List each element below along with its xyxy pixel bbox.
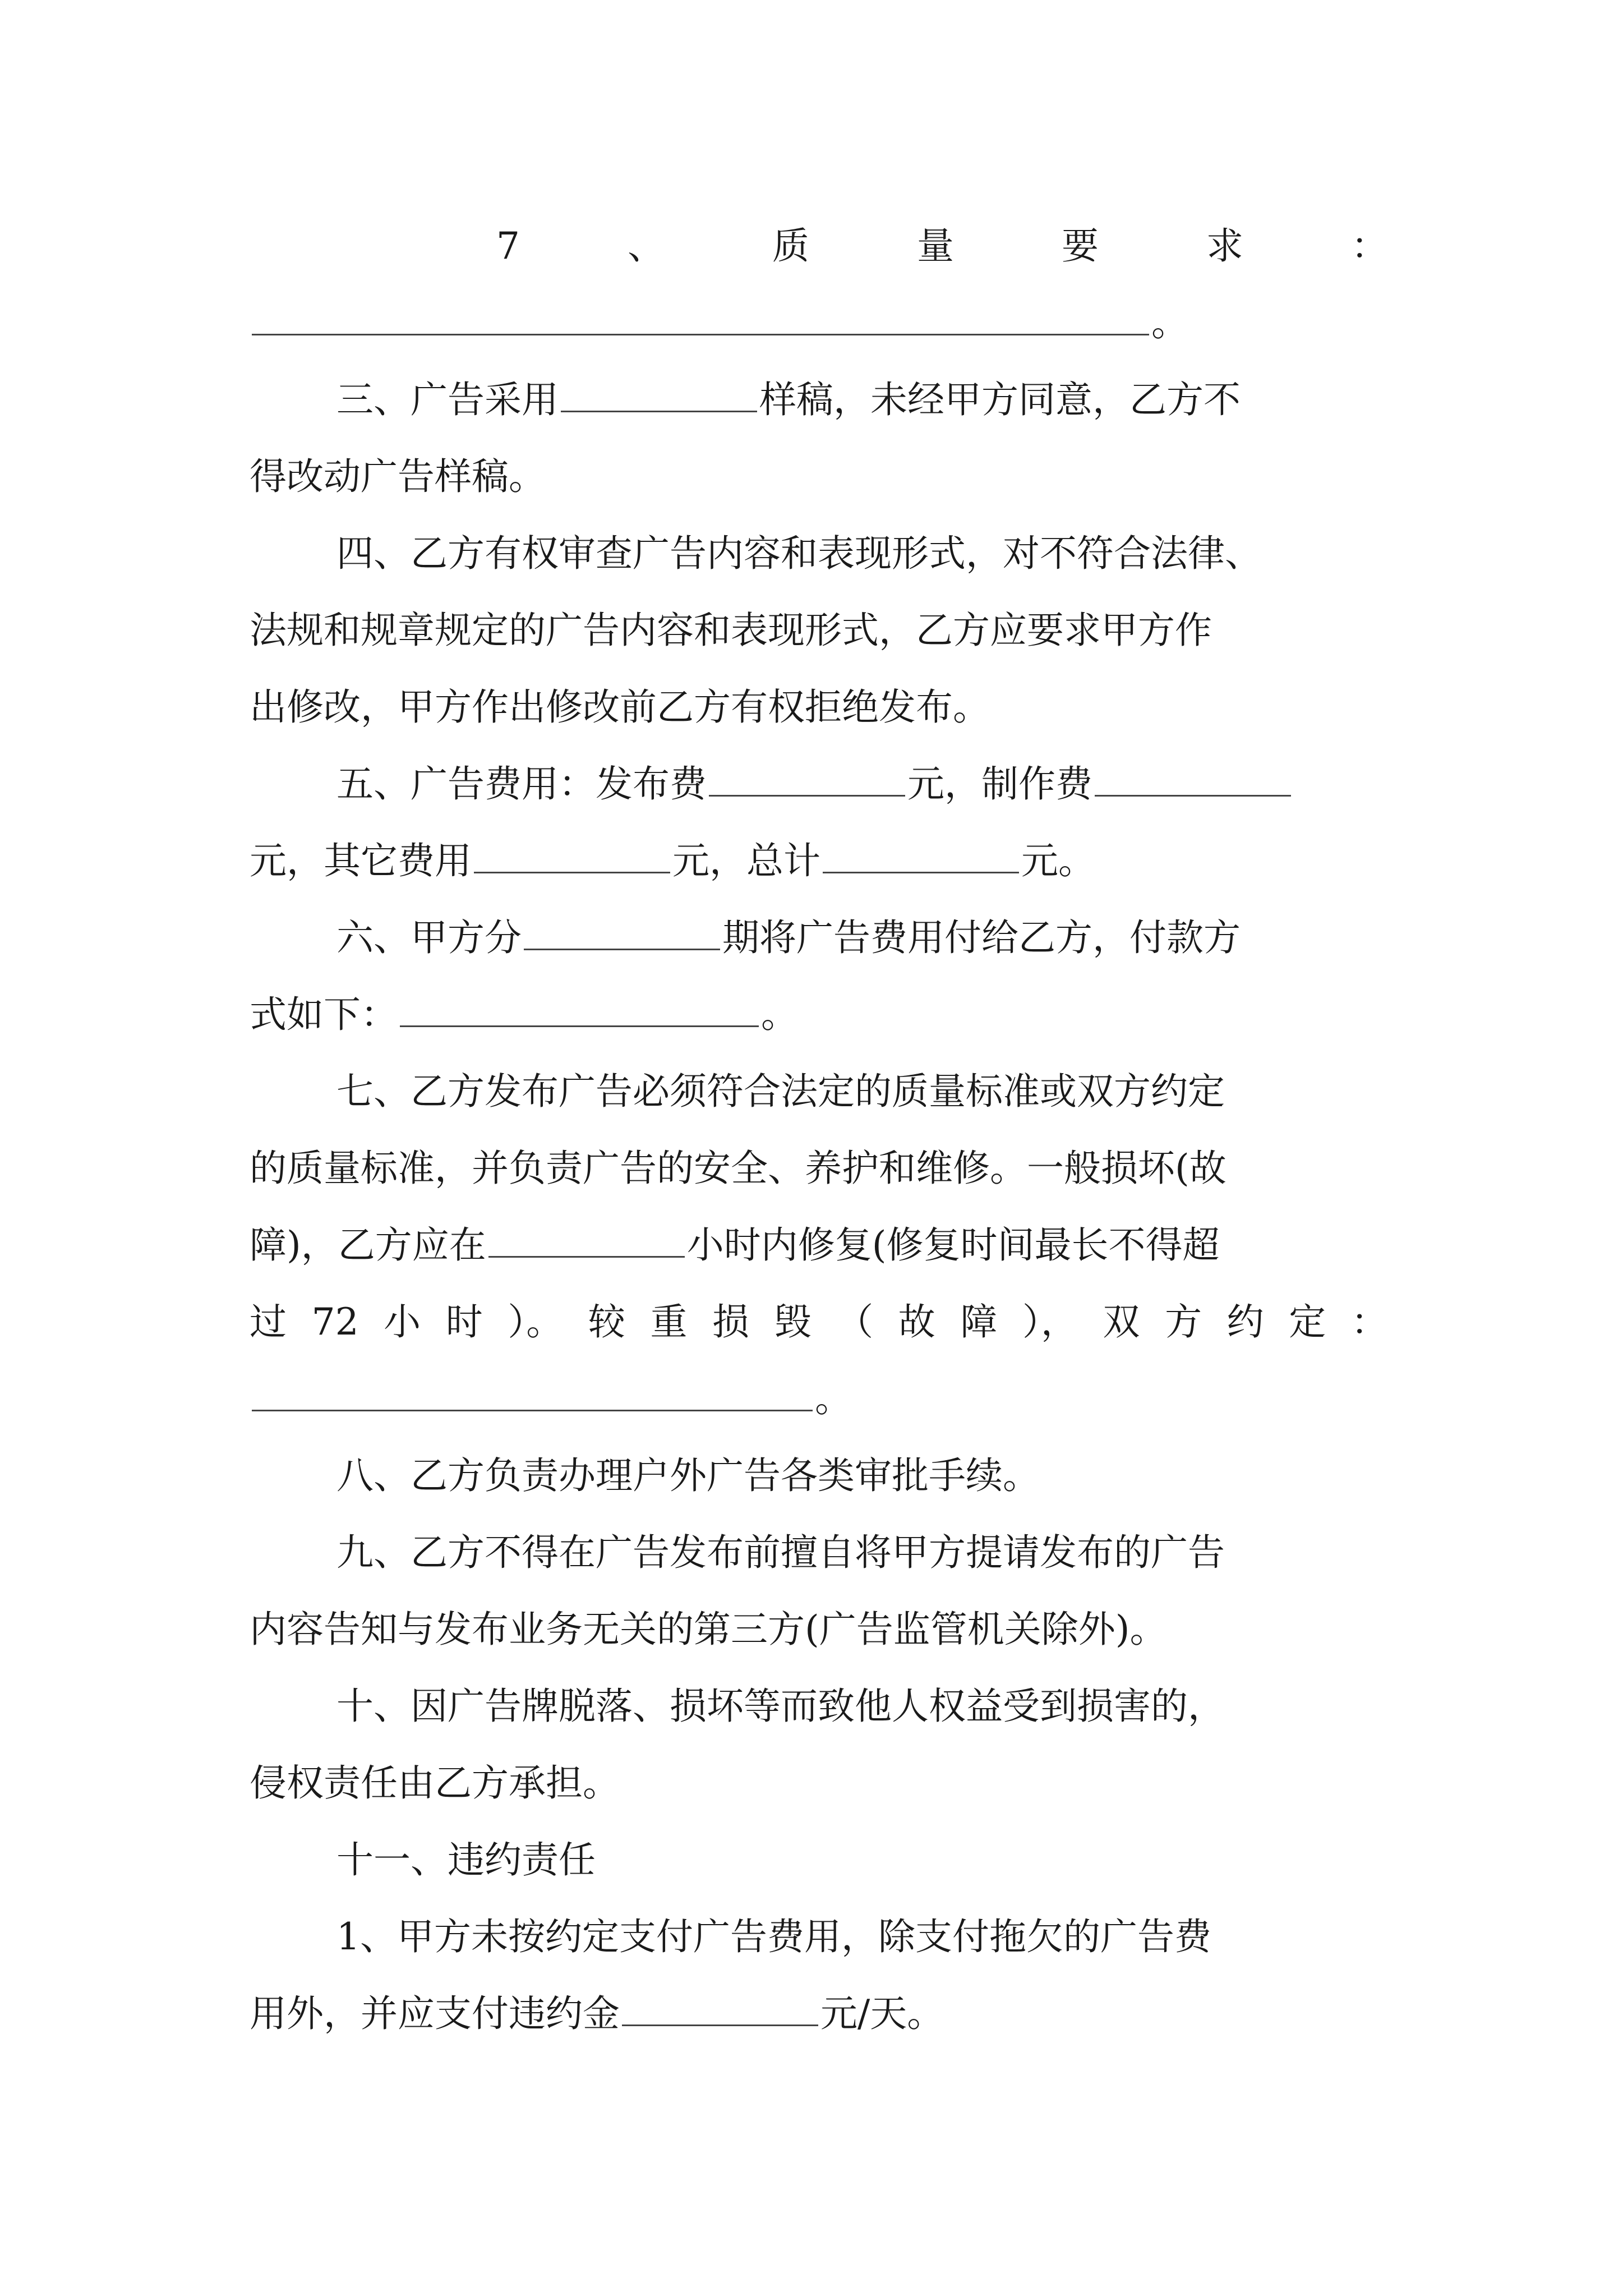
clause-text: 障)，乙方应在 [250,1223,486,1267]
fill-blank [252,1382,813,1411]
clause-10-line-1 [250,1668,1388,1745]
clause-4-line-1 [250,515,1388,592]
clause-char: 方 [1165,1300,1202,1343]
clause-char: 过 [250,1300,287,1343]
clause-9-line-1 [250,1514,1388,1591]
clause-text: 样稿，未经甲方同意，乙方不 [759,378,1241,421]
fill-blank [561,383,757,412]
clause-7-line-1 [250,1053,1388,1130]
fill-blank [622,1996,818,2026]
clause-text: 十一、违约责任 [336,1838,596,1881]
clause-char: 损 [712,1300,750,1343]
clause-char: 毁 [774,1300,811,1343]
clause-7-line-4 [250,1283,1388,1360]
clause-text: 侵权责任由乙方承担。 [250,1761,620,1805]
clause-text: 九、乙方不得在广告发布前擅自将甲方提请发布的广告 [336,1531,1225,1574]
clause-text: 用外，并应支付违约金 [250,1992,620,2035]
clause-text: 式如下： [250,993,398,1036]
document-body [250,208,1388,2052]
clause-text: 出修改，甲方作出修改前乙方有权拒绝发布。 [250,685,990,729]
clause-text: 1、甲方未按约定支付广告费用，除支付拖欠的广告费 [336,1915,1211,1958]
heading-char: 量 [917,224,954,268]
clause-text: 三、广告采用 [336,378,559,421]
clause-6-line-1 [250,899,1388,976]
clause-text: 期将广告费用付给乙方，付款方 [722,916,1241,959]
clause-text: 六、甲方分 [336,916,522,959]
heading-char: 求 [1206,224,1243,268]
heading-char: 质 [772,224,809,268]
clause-3-line-1 [250,361,1388,438]
clause-text: 法规和规章规定的广告内容和表现形式，乙方应要求甲方作 [250,609,1212,652]
quality-requirement-blank-line [250,284,1388,361]
clause-text: 内容告知与发布业务无关的第三方(广告监管机关除外)。 [250,1608,1167,1651]
clause-10-line-2 [250,1745,1388,1821]
clause-char: ： [1350,1300,1388,1343]
clause-text: 元，其它费用 [250,839,472,882]
clause-11-1-line-1 [250,1898,1388,1975]
clause-4-line-2 [250,592,1388,669]
clause-text: 元/天。 [820,1992,944,2035]
clause-char: 小 [384,1300,421,1343]
fill-blank [474,844,670,873]
fill-blank [1095,767,1291,797]
fill-blank [823,844,1019,873]
clause-char: 较 [588,1300,625,1343]
clause-char: 约 [1227,1300,1264,1343]
clause-text: 元，制作费 [907,762,1092,806]
fill-blank [400,997,759,1027]
clause-11-heading [250,1821,1388,1898]
heading-char: ： [1351,224,1388,268]
clause-7-line-3 [250,1207,1388,1283]
clause-char: ）。 [508,1300,564,1343]
clause-char: 定 [1289,1300,1326,1343]
heading-char: 7 [496,224,520,268]
clause-4-line-3 [250,669,1388,746]
clause-text: 元，总计 [672,839,820,882]
clause-char: 72 [311,1300,359,1343]
quality-requirement-heading [250,208,1388,284]
clause-char: ）， [1022,1300,1078,1343]
heading-char: 、 [628,224,665,268]
fill-blank [709,767,905,797]
clause-text: 得改动广告样稿。 [250,455,546,498]
clause-char: 故 [898,1300,935,1343]
clause-char: 重 [650,1300,688,1343]
clause-text: 七、乙方发布广告必须符合法定的质量标准或双方约定 [336,1070,1225,1113]
clause-char: 障 [960,1300,998,1343]
period: 。 [1151,301,1188,344]
clause-5-line-1 [250,746,1388,822]
clause-6-line-2 [250,976,1388,1053]
fill-blank [252,306,1149,335]
clause-char: （ [836,1300,874,1343]
clause-text: 四、乙方有权审查广告内容和表现形式，对不符合法律、 [336,532,1262,575]
clause-8 [250,1437,1388,1514]
period: 。 [815,1377,852,1420]
clause-text: 的质量标准，并负责广告的安全、养护和维修。一般损坏(故 [250,1147,1227,1190]
clause-text: 五、广告费用：发布费 [336,762,707,806]
clause-text: 元。 [1021,839,1095,882]
clause-11-1-line-2 [250,1975,1388,2052]
clause-text: 小时内修复(修复时间最长不得超 [686,1223,1220,1267]
clause-text: 八、乙方负责办理户外广告各类审批手续。 [336,1454,1040,1497]
clause-9-line-2 [250,1591,1388,1668]
fill-blank [524,921,720,950]
clause-text: 十、因广告牌脱落、损坏等而致他人权益受到损害的， [336,1685,1225,1728]
clause-3-line-2 [250,438,1388,515]
clause-char: 时 [445,1300,483,1343]
clause-5-line-2 [250,822,1388,899]
clause-char: 双 [1103,1300,1140,1343]
clause-7-line-2 [250,1130,1388,1207]
heading-char: 要 [1062,224,1099,268]
fill-blank [488,1228,685,1258]
period: 。 [761,993,798,1036]
clause-7-line-5 [250,1360,1388,1437]
